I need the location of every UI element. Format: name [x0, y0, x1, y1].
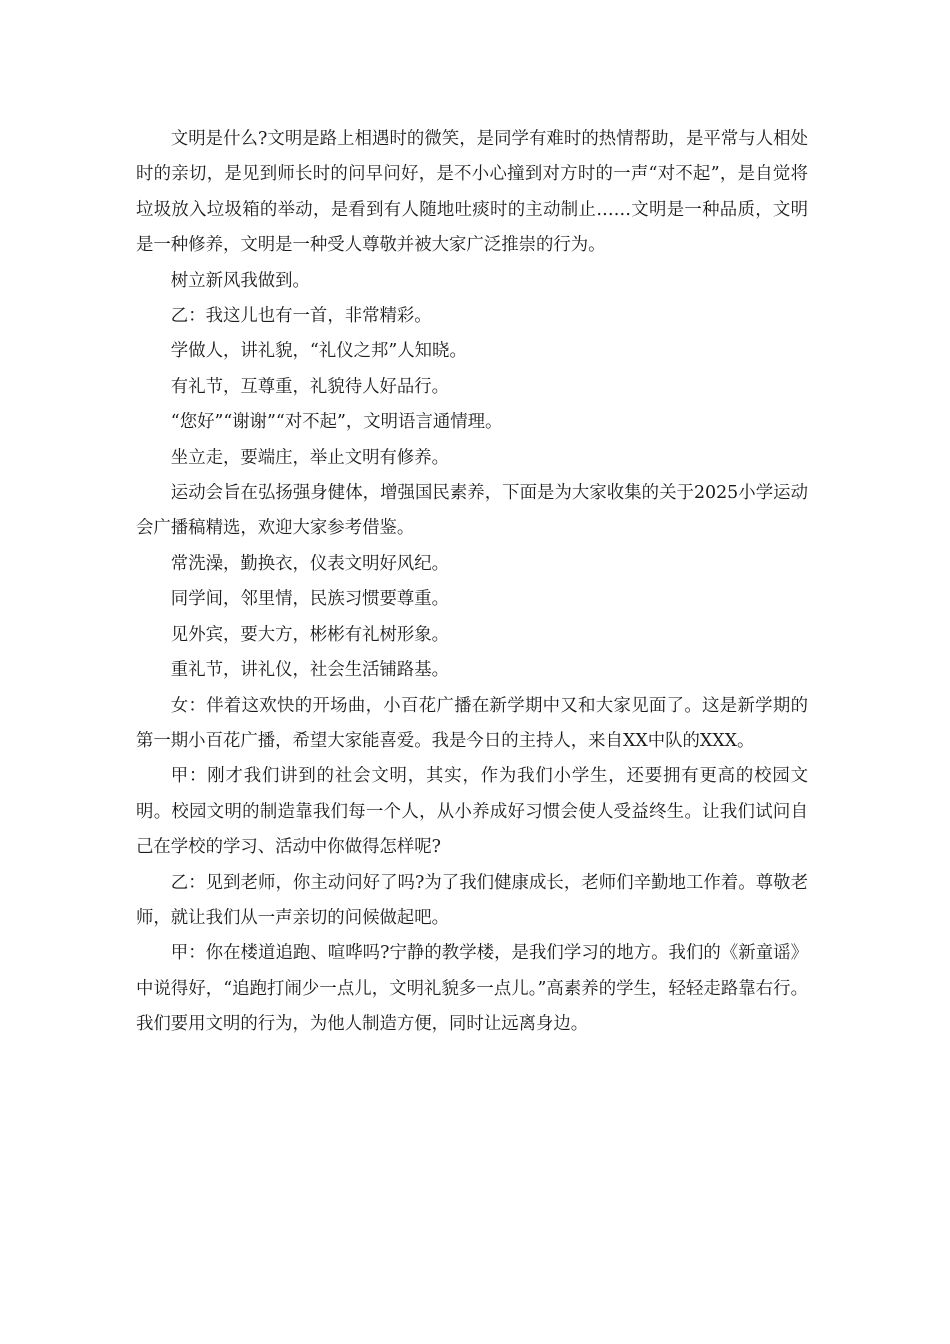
paragraph-verse-2: 有礼节，互尊重，礼貌待人好品行。	[170, 376, 450, 397]
paragraph-verse-7: 见外宾，要大方，彬彬有礼树形象。	[170, 624, 450, 645]
paragraph-yi-intro: 乙：我这儿也有一首，非常精彩。	[170, 306, 432, 327]
paragraph-host-intro: 女：伴着这欢快的开场曲，小百花广播在新学期中又和大家见面了。这是新学期的第一期小百花广播，希望大家能喜爱。我是今日的主持人，来自XX中队的XXX。	[136, 695, 808, 751]
paragraph-verse-6: 同学间，邻里情，民族习惯要尊重。	[170, 589, 450, 610]
paragraph-verse-8: 重礼节，讲礼仪，社会生活铺路基。	[170, 660, 450, 681]
paragraph-verse-1: 学做人，讲礼貌，“礼仪之邦”人知晓。	[170, 341, 467, 362]
paragraph-respect-teachers: 乙：见到老师，你主动问好了吗?为了我们健康成长，老师们辛勤地工作着。尊敬老师，就让我们从一声亲切的问候做起吧。	[136, 872, 808, 928]
paragraph-verse-5: 常洗澡，勤换衣，仪表文明好风纪。	[170, 553, 450, 574]
paragraph-verse-3: “您好”“谢谢”“对不起”，文明语言通情理。	[170, 412, 503, 433]
paragraph-new-custom: 树立新风我做到。	[170, 270, 310, 291]
document-body	[136, 122, 808, 1043]
paragraph-campus-civility: 甲：刚才我们讲到的社会文明，其实，作为我们小学生，还要拥有更高的校园文明。校园文明的制造靠我们每一个人，从小养成好习惯会使人受益终生。让我们试问自己在学校的学习、活动中你做得怎样呢?	[136, 766, 808, 858]
paragraph-sports-meet: 运动会旨在弘扬强身健体，增强国民素养，下面是为大家收集的关于2025小学运动会广播稿精选，欢迎大家参考借鉴。	[136, 483, 808, 539]
paragraph-civility-definition: 文明是什么?文明是路上相遇时的微笑，是同学有难时的热情帮助，是平常与人相处时的亲切，是见到师长时的问早问好，是不小心撞到对方时的一声“对不起”，是自觉将垃圾放入垃圾箱的举动，是看到有人随地吐痰时的主动制止……文明是一种品质，文明是一种修养，文明是一种受人尊敬并被大家广泛推崇的行为。	[136, 129, 808, 256]
paragraph-corridor-behavior: 甲：你在楼道追跑、喧哗吗?宁静的教学楼，是我们学习的地方。我们的《新童谣》中说得好，“追跑打闹少一点儿，文明礼貌多一点儿。”高素养的学生，轻轻走路靠右行。我们要用文明的行为，为他人制造方便，同时让远离身边。	[136, 943, 808, 1035]
paragraph-verse-4: 坐立走，要端庄，举止文明有修养。	[170, 447, 450, 468]
